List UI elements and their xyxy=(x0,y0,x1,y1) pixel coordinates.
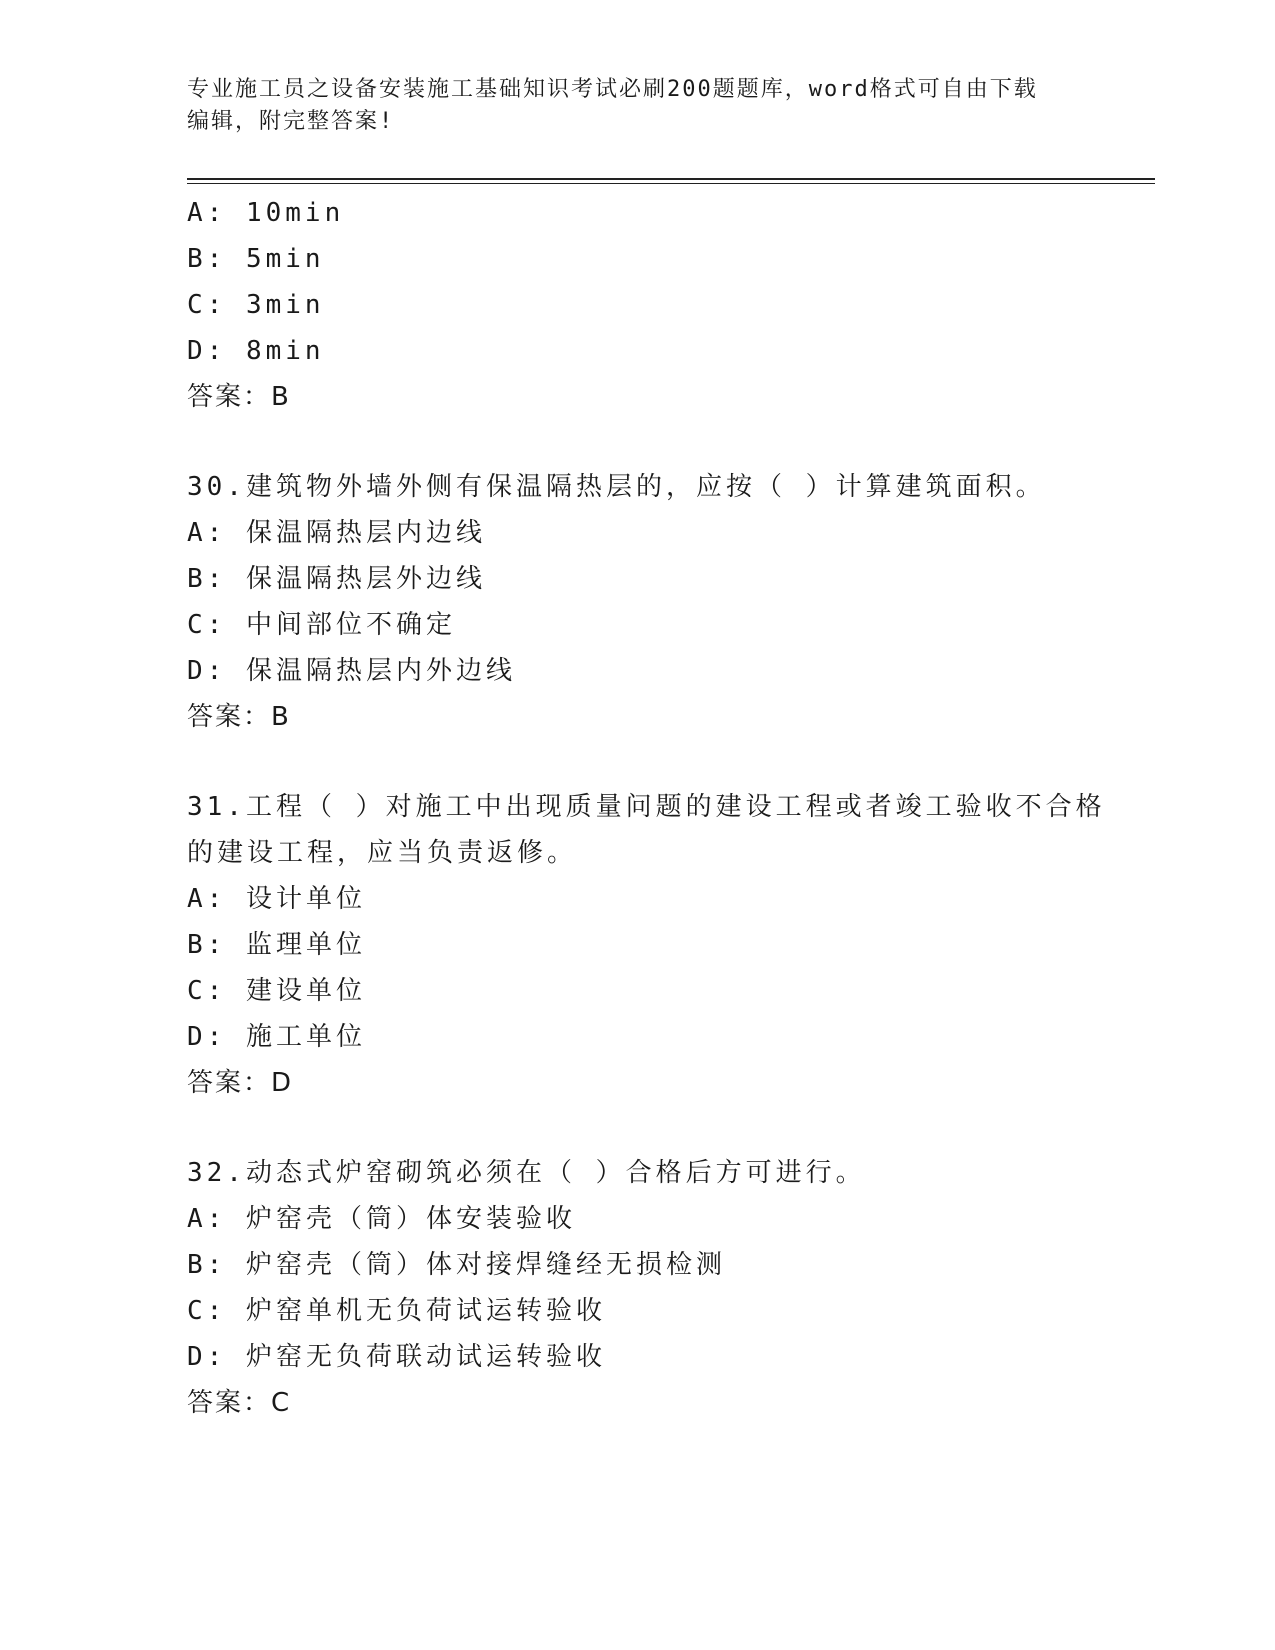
option-a: A: 保温隔热层内边线 xyxy=(187,518,486,548)
option-b: B: 监理单位 xyxy=(187,930,366,960)
question-32 xyxy=(187,1150,1087,1426)
question-list xyxy=(187,190,1106,1426)
option-d: D: 8min xyxy=(187,336,325,366)
option-d: D: 保温隔热层内外边线 xyxy=(187,656,516,686)
option-a: A: 炉窑壳（筒）体安装验收 xyxy=(187,1204,576,1234)
question-stem-line-2: 的建设工程，应当负责返修。 xyxy=(187,838,578,868)
answer: 答案：C xyxy=(187,1388,292,1418)
option-c: C: 中间部位不确定 xyxy=(187,610,456,640)
answer: 答案：B xyxy=(187,702,291,732)
option-a: A: 10min xyxy=(187,198,345,228)
question-31 xyxy=(187,784,1106,1106)
question-29 xyxy=(187,190,1087,420)
spacer xyxy=(187,420,1087,464)
answer: 答案：D xyxy=(187,1068,294,1098)
question-30 xyxy=(187,464,1087,740)
spacer xyxy=(187,1106,1087,1150)
document-header xyxy=(187,74,1087,138)
header-title-line-1: 专业施工员之设备安装施工基础知识考试必刷200题题库，word格式可自由下载 xyxy=(187,77,1038,102)
option-c: C: 炉窑单机无负荷试运转验收 xyxy=(187,1296,606,1326)
question-stem: 30.建筑物外墙外侧有保温隔热层的，应按（ ）计算建筑面积。 xyxy=(187,472,1046,502)
answer: 答案：B xyxy=(187,382,291,412)
header-title-line-2: 编辑，附完整答案! xyxy=(187,109,395,134)
question-stem-line-1: 31.工程（ ）对施工中出现质量问题的建设工程或者竣工验收不合格 xyxy=(187,792,1106,822)
option-c: C: 3min xyxy=(187,290,325,320)
option-d: D: 施工单位 xyxy=(187,1022,366,1052)
spacer xyxy=(187,740,1087,784)
option-b: B: 保温隔热层外边线 xyxy=(187,564,486,594)
option-d: D: 炉窑无负荷联动试运转验收 xyxy=(187,1342,606,1372)
option-b: B: 5min xyxy=(187,244,325,274)
header-divider-thin xyxy=(187,183,1155,184)
question-stem: 32.动态式炉窑砌筑必须在（ ）合格后方可进行。 xyxy=(187,1158,866,1188)
option-b: B: 炉窑壳（筒）体对接焊缝经无损检测 xyxy=(187,1250,726,1280)
header-divider-thick xyxy=(187,178,1155,180)
option-a: A: 设计单位 xyxy=(187,884,366,914)
option-c: C: 建设单位 xyxy=(187,976,366,1006)
